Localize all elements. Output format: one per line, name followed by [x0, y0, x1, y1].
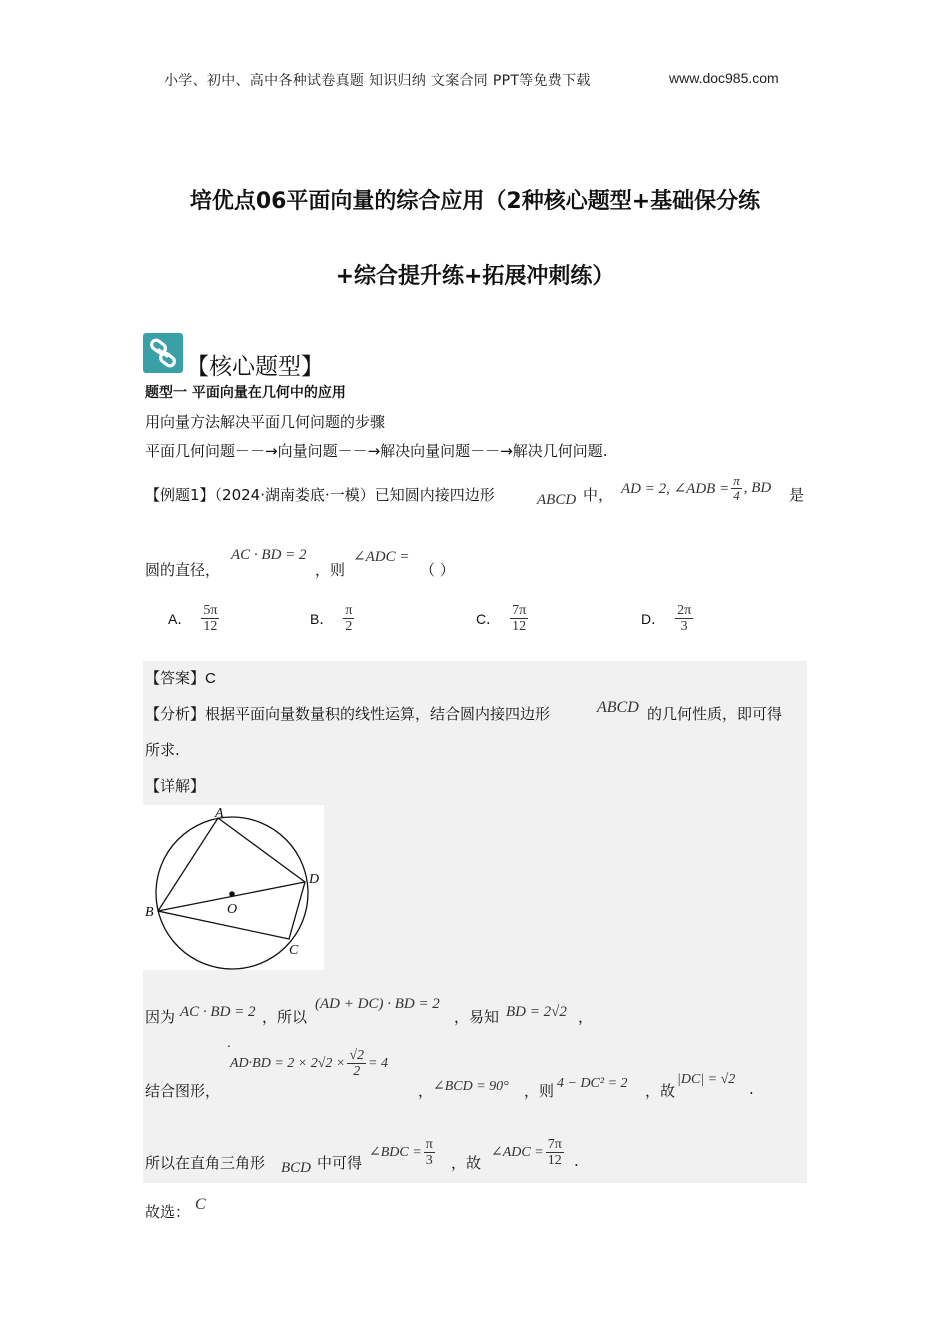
detail-l1-b: ，所以: [262, 1008, 308, 1026]
cond1-tail: , BD: [743, 480, 772, 497]
analysis-line: [145, 703, 550, 724]
detail-l2-m3: 4 − DC² = 2: [557, 1076, 628, 1091]
l2-m1-text: AD·BD = 2 × 2√2 ×: [230, 1055, 346, 1071]
detail-l3-a: 所以在直角三角形: [145, 1154, 266, 1172]
option-d-den: 3: [680, 619, 688, 635]
option-b-letter: B．: [310, 610, 334, 627]
choose-value: C: [195, 1196, 206, 1213]
option-b[interactable]: [310, 603, 354, 635]
detail-l3-m2: [491, 1137, 566, 1169]
option-a-num: 5π: [203, 603, 218, 618]
analysis-text-b: 的几何性质，即可得: [647, 705, 783, 723]
example-source: （2024·湖南娄底·一模）已知圆内接四边形: [214, 486, 495, 504]
example-ask: ∠ADC =: [353, 549, 410, 565]
l2-m1-tail: = 4: [368, 1055, 388, 1071]
detail-l2-m4: |DC| = √2: [677, 1072, 736, 1087]
choose-label: 故选：: [145, 1203, 191, 1221]
header-website-link[interactable]: www.doc985.com: [669, 70, 779, 86]
detail-l3-tri: BCD: [281, 1160, 311, 1176]
link-icon: [143, 333, 183, 373]
method-steps: 平面几何问题－－→向量问题－－→解决向量问题－－→解决几何问题.: [145, 442, 608, 460]
l3-fraction-1: [424, 1137, 435, 1169]
label-o: O: [227, 902, 238, 917]
l3-f1-den: 3: [425, 1153, 433, 1169]
detail-l3-b: 中可得: [317, 1154, 363, 1172]
l3-f2-num: 7π: [547, 1137, 562, 1152]
detail-l2-b: ，: [418, 1082, 434, 1100]
center-point: [229, 891, 235, 897]
example-quad: ABCD: [537, 492, 577, 508]
l3-f2-den: 12: [547, 1153, 562, 1169]
option-c-num: 7π: [512, 603, 527, 618]
section-heading: 【核心题型】: [186, 354, 324, 380]
option-d-letter: D．: [641, 610, 666, 627]
detail-l3-c: ，故: [451, 1154, 482, 1172]
page-title-line2: +综合提升练+拓展冲刺练）: [335, 264, 615, 289]
detail-l1-m3: BD = 2√2: [506, 1004, 567, 1020]
detail-l2-m2: ∠BCD = 90°: [433, 1079, 509, 1094]
detail-l1-a: 因为: [145, 1008, 176, 1026]
l2-frac-num: √2: [349, 1048, 365, 1063]
example-paren: （ ）: [420, 561, 455, 579]
detail-l1-m1: AC · BD = 2: [180, 1004, 256, 1020]
option-c-fraction: [510, 603, 528, 635]
option-d[interactable]: [641, 603, 693, 635]
detail-l1-c: ，易知: [454, 1008, 500, 1026]
label-c: C: [289, 943, 299, 958]
example-cond1: [621, 474, 771, 504]
option-a-den: 12: [203, 619, 218, 635]
circle-figure: [143, 805, 324, 970]
option-c[interactable]: [476, 603, 528, 635]
detail-dot: .: [227, 1036, 231, 1050]
l3-m1-text: ∠BDC =: [369, 1145, 422, 1161]
l2-frac-den: 2: [353, 1064, 361, 1080]
detail-l1-m2: (AD + DC) · BD = 2: [315, 996, 440, 1012]
type-title: 题型一 平面向量在几何中的应用: [145, 385, 346, 401]
option-c-den: 12: [512, 619, 527, 635]
option-b-den: 2: [345, 619, 353, 635]
page-title-line1: 培优点06平面向量的综合应用（2种核心题型+基础保分练: [189, 189, 761, 214]
example-cond2: AC · BD = 2: [231, 547, 307, 563]
label-b: B: [145, 905, 154, 920]
option-c-letter: C．: [476, 610, 501, 627]
option-a-fraction: [201, 603, 219, 635]
detail-l2-a: 结合图形，: [145, 1082, 221, 1100]
example-label: 【例题1】: [145, 486, 215, 504]
cond1-num: π: [733, 473, 740, 488]
header-text: 小学、初中、高中各种试卷真题 知识归纳 文案合同 PPT等免费下载: [164, 73, 591, 89]
cond1-den: 4: [733, 488, 740, 504]
example-line1: [145, 484, 495, 505]
method-title: 用向量方法解决平面几何问题的步骤: [145, 413, 386, 431]
example-ze: ，则: [315, 561, 346, 579]
detail-l3-d: .: [574, 1152, 579, 1170]
label-d: D: [309, 872, 320, 887]
detail-label: 【详解】: [145, 777, 206, 795]
detail-l1-d: ，: [578, 1008, 594, 1026]
detail-l3-m1: [369, 1137, 437, 1169]
detail-l2-c: ，则: [524, 1082, 555, 1100]
example-line2-a: 圆的直径，: [145, 561, 221, 579]
answer-value: C: [205, 670, 216, 687]
l3-f1-num: π: [425, 1137, 433, 1152]
option-d-fraction: [675, 603, 693, 635]
analysis-label: 【分析】: [145, 705, 206, 723]
label-a: A: [215, 806, 224, 821]
answer-label: 【答案】: [145, 669, 206, 687]
option-a[interactable]: [168, 603, 219, 635]
option-a-letter: A．: [168, 610, 192, 627]
l3-fraction-2: [546, 1137, 564, 1169]
cond1-text: AD = 2, ∠ADB =: [621, 481, 730, 498]
option-b-num: π: [345, 603, 353, 618]
detail-l2-m1: [230, 1048, 388, 1080]
example-shi: 是: [789, 486, 805, 504]
l3-m2-text: ∠ADC =: [491, 1145, 544, 1161]
answer-line: [145, 667, 216, 688]
detail-l2-d: ，故: [645, 1082, 676, 1100]
analysis-text-c: 所求.: [145, 741, 180, 759]
option-b-fraction: [343, 603, 354, 635]
l2-fraction: [347, 1048, 366, 1080]
option-d-num: 2π: [677, 603, 692, 618]
analysis-text-a: 根据平面向量数量积的线性运算，结合圆内接四边形: [205, 705, 551, 723]
example-mid: 中，: [583, 486, 614, 504]
detail-l2-e: .: [749, 1080, 754, 1098]
cond1-fraction: [731, 474, 742, 504]
analysis-quad: ABCD: [597, 699, 639, 716]
